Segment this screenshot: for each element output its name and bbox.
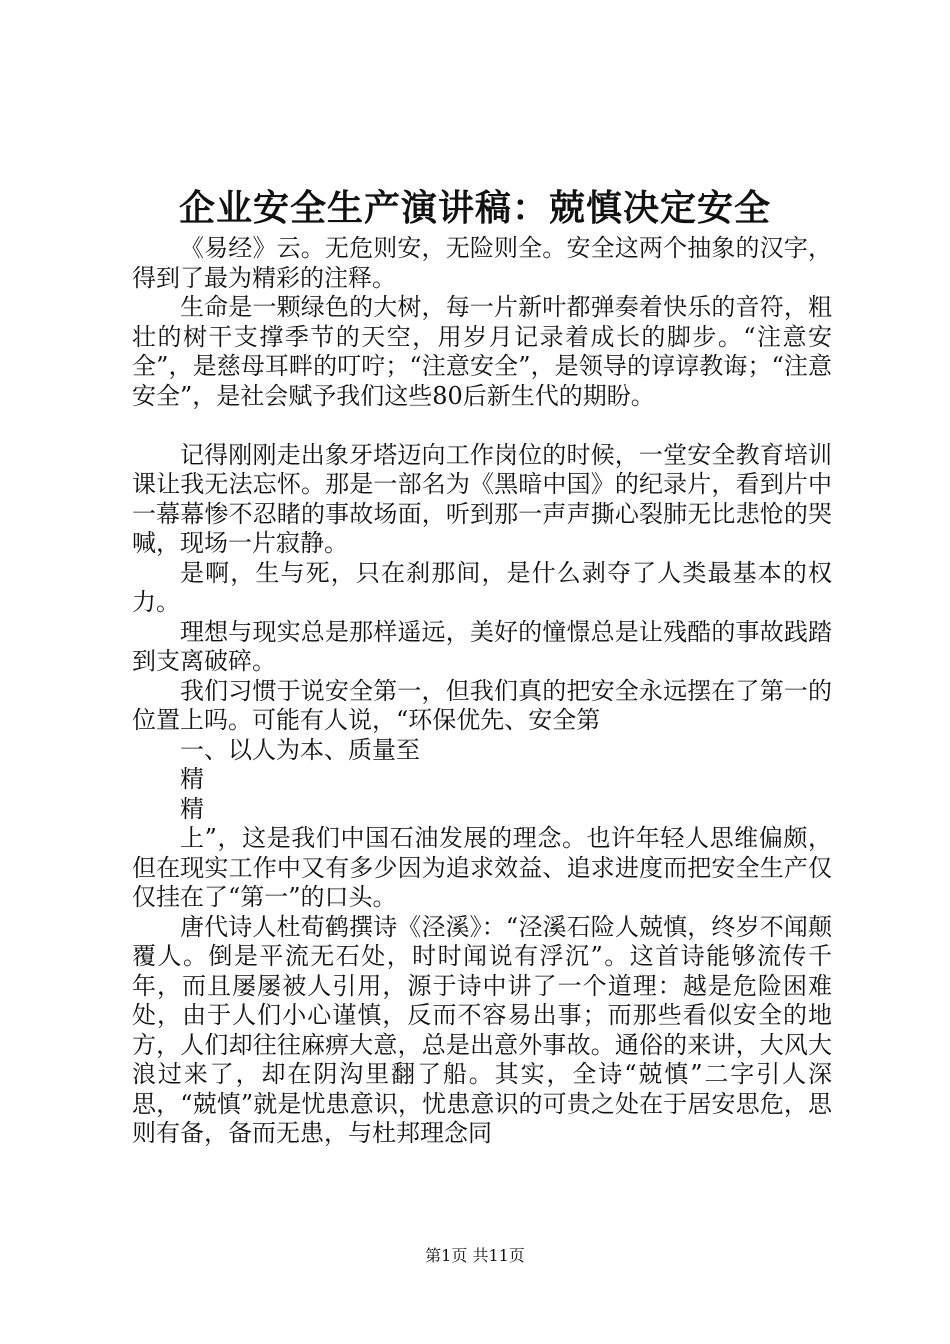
paragraph-5: 理想与现实总是那样遥远，美好的憧憬总是让残酷的事故践踏到支离破碎。 [132,617,832,675]
paragraph-3: 记得刚刚走出象牙塔迈向工作岗位的时候，一堂安全教育培训课让我无法忘怀。那是一部名为《黑暗中国》的纪录片，看到片中一幕幕惨不忍睹的事故场面，听到那一声声撕心裂肺无比悲怆的哭喊，现场一片寂静。 [132,440,832,557]
page-footer: 第1页 共11页 [425,1246,525,1265]
paragraph-8: 精 [180,765,204,793]
paragraph-10: 上”，这是我们中国石油发展的理念。也许年轻人思维偏颇，但在现实工作中又有多少因为追求效益、追求进度而把安全生产仅仅挂在了“第一”的口头。 [132,824,832,911]
paragraph-11: 唐代诗人杜荀鹤撰诗《泾溪》：“泾溪石险人兢慎，终岁不闻颠覆人。倒是平流无石处，时时闻说有浮沉”。这首诗能够流传千年，而且屡屡被人引用，源于诗中讲了一个道理：越是危险困难处，由于人们小心谨慎，反而不容易出事；而那些看似安全的地方，人们却往往麻痹大意，总是出意外事故。通俗的来讲，大风大浪过来了，却在阴沟里翻了船。其实，全诗“兢慎”二字引人深思，“兢慎”就是忧患意识，忧患意识的可贵之处在于居安思危，思则有备，备而无患，与杜邦理念同 [132,912,832,1147]
paragraph-6: 我们习惯于说安全第一，但我们真的把安全永远摆在了第一的位置上吗。可能有人说，“环保优先、安全第 [132,676,832,734]
paragraph-2: 生命是一颗绿色的大树，每一片新叶都弹奏着快乐的音符，粗壮的树干支撑季节的天空，用岁月记录着成长的脚步。“注意安全”，是慈母耳畔的叮咛；“注意安全”，是领导的谆谆教诲；“注意安全”，是社会赋予我们这些80后新生代的期盼。 [132,293,832,410]
document-body [132,234,832,1149]
paragraph-9: 精 [180,794,204,823]
paragraph-1: 《易经》云。无危则安，无险则全。安全这两个抽象的汉字，得到了最为精彩的注释。 [132,234,832,292]
paragraph-4: 是啊，生与死，只在刹那间，是什么剥夺了人类最基本的权力。 [132,558,832,616]
paragraph-7: 一、以人为本、质量至 [180,735,420,764]
document-title: 企业安全生产演讲稿：兢慎决定安全 [178,187,771,229]
